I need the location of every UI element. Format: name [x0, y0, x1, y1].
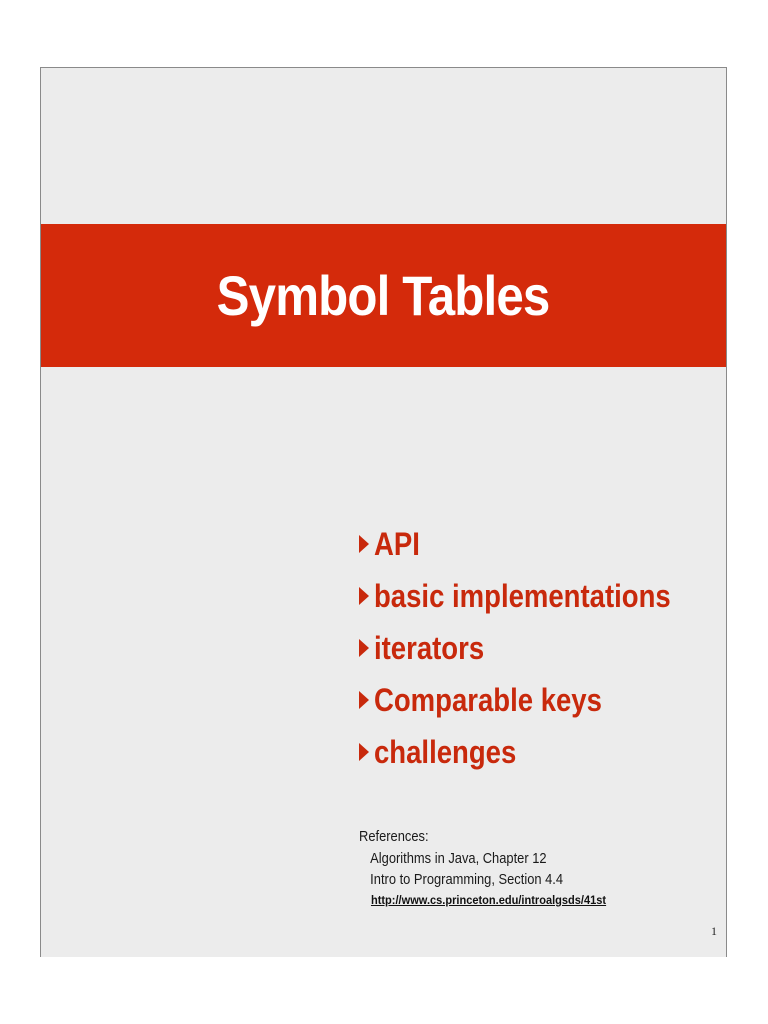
- reference-link[interactable]: http://www.cs.princeton.edu/introalgsds/41st: [370, 893, 607, 907]
- triangle-bullet-icon: [359, 691, 369, 709]
- topic-item: [357, 622, 719, 674]
- slide: [40, 67, 727, 957]
- triangle-bullet-icon: [359, 743, 369, 761]
- topic-label: Comparable keys: [374, 681, 602, 718]
- topic-label: API: [374, 525, 420, 562]
- references-heading: References:: [359, 828, 429, 845]
- triangle-bullet-icon: [359, 587, 369, 605]
- topic-list: [357, 518, 719, 778]
- title-band: [41, 224, 726, 367]
- triangle-bullet-icon: [359, 639, 369, 657]
- topic-item: [357, 674, 719, 726]
- triangle-bullet-icon: [359, 535, 369, 553]
- topic-item: [357, 518, 719, 570]
- topic-label: basic implementations: [374, 577, 671, 614]
- references: [359, 828, 628, 910]
- slide-title: Symbol Tables: [217, 264, 550, 327]
- topic-label: challenges: [374, 733, 517, 770]
- reference-item: Algorithms in Java, Chapter 12: [370, 850, 547, 867]
- page-number: 1: [711, 924, 717, 938]
- topic-label: iterators: [374, 629, 485, 666]
- reference-item: Intro to Programming, Section 4.4: [370, 871, 564, 888]
- topic-item: [357, 726, 719, 778]
- topic-item: [357, 570, 719, 622]
